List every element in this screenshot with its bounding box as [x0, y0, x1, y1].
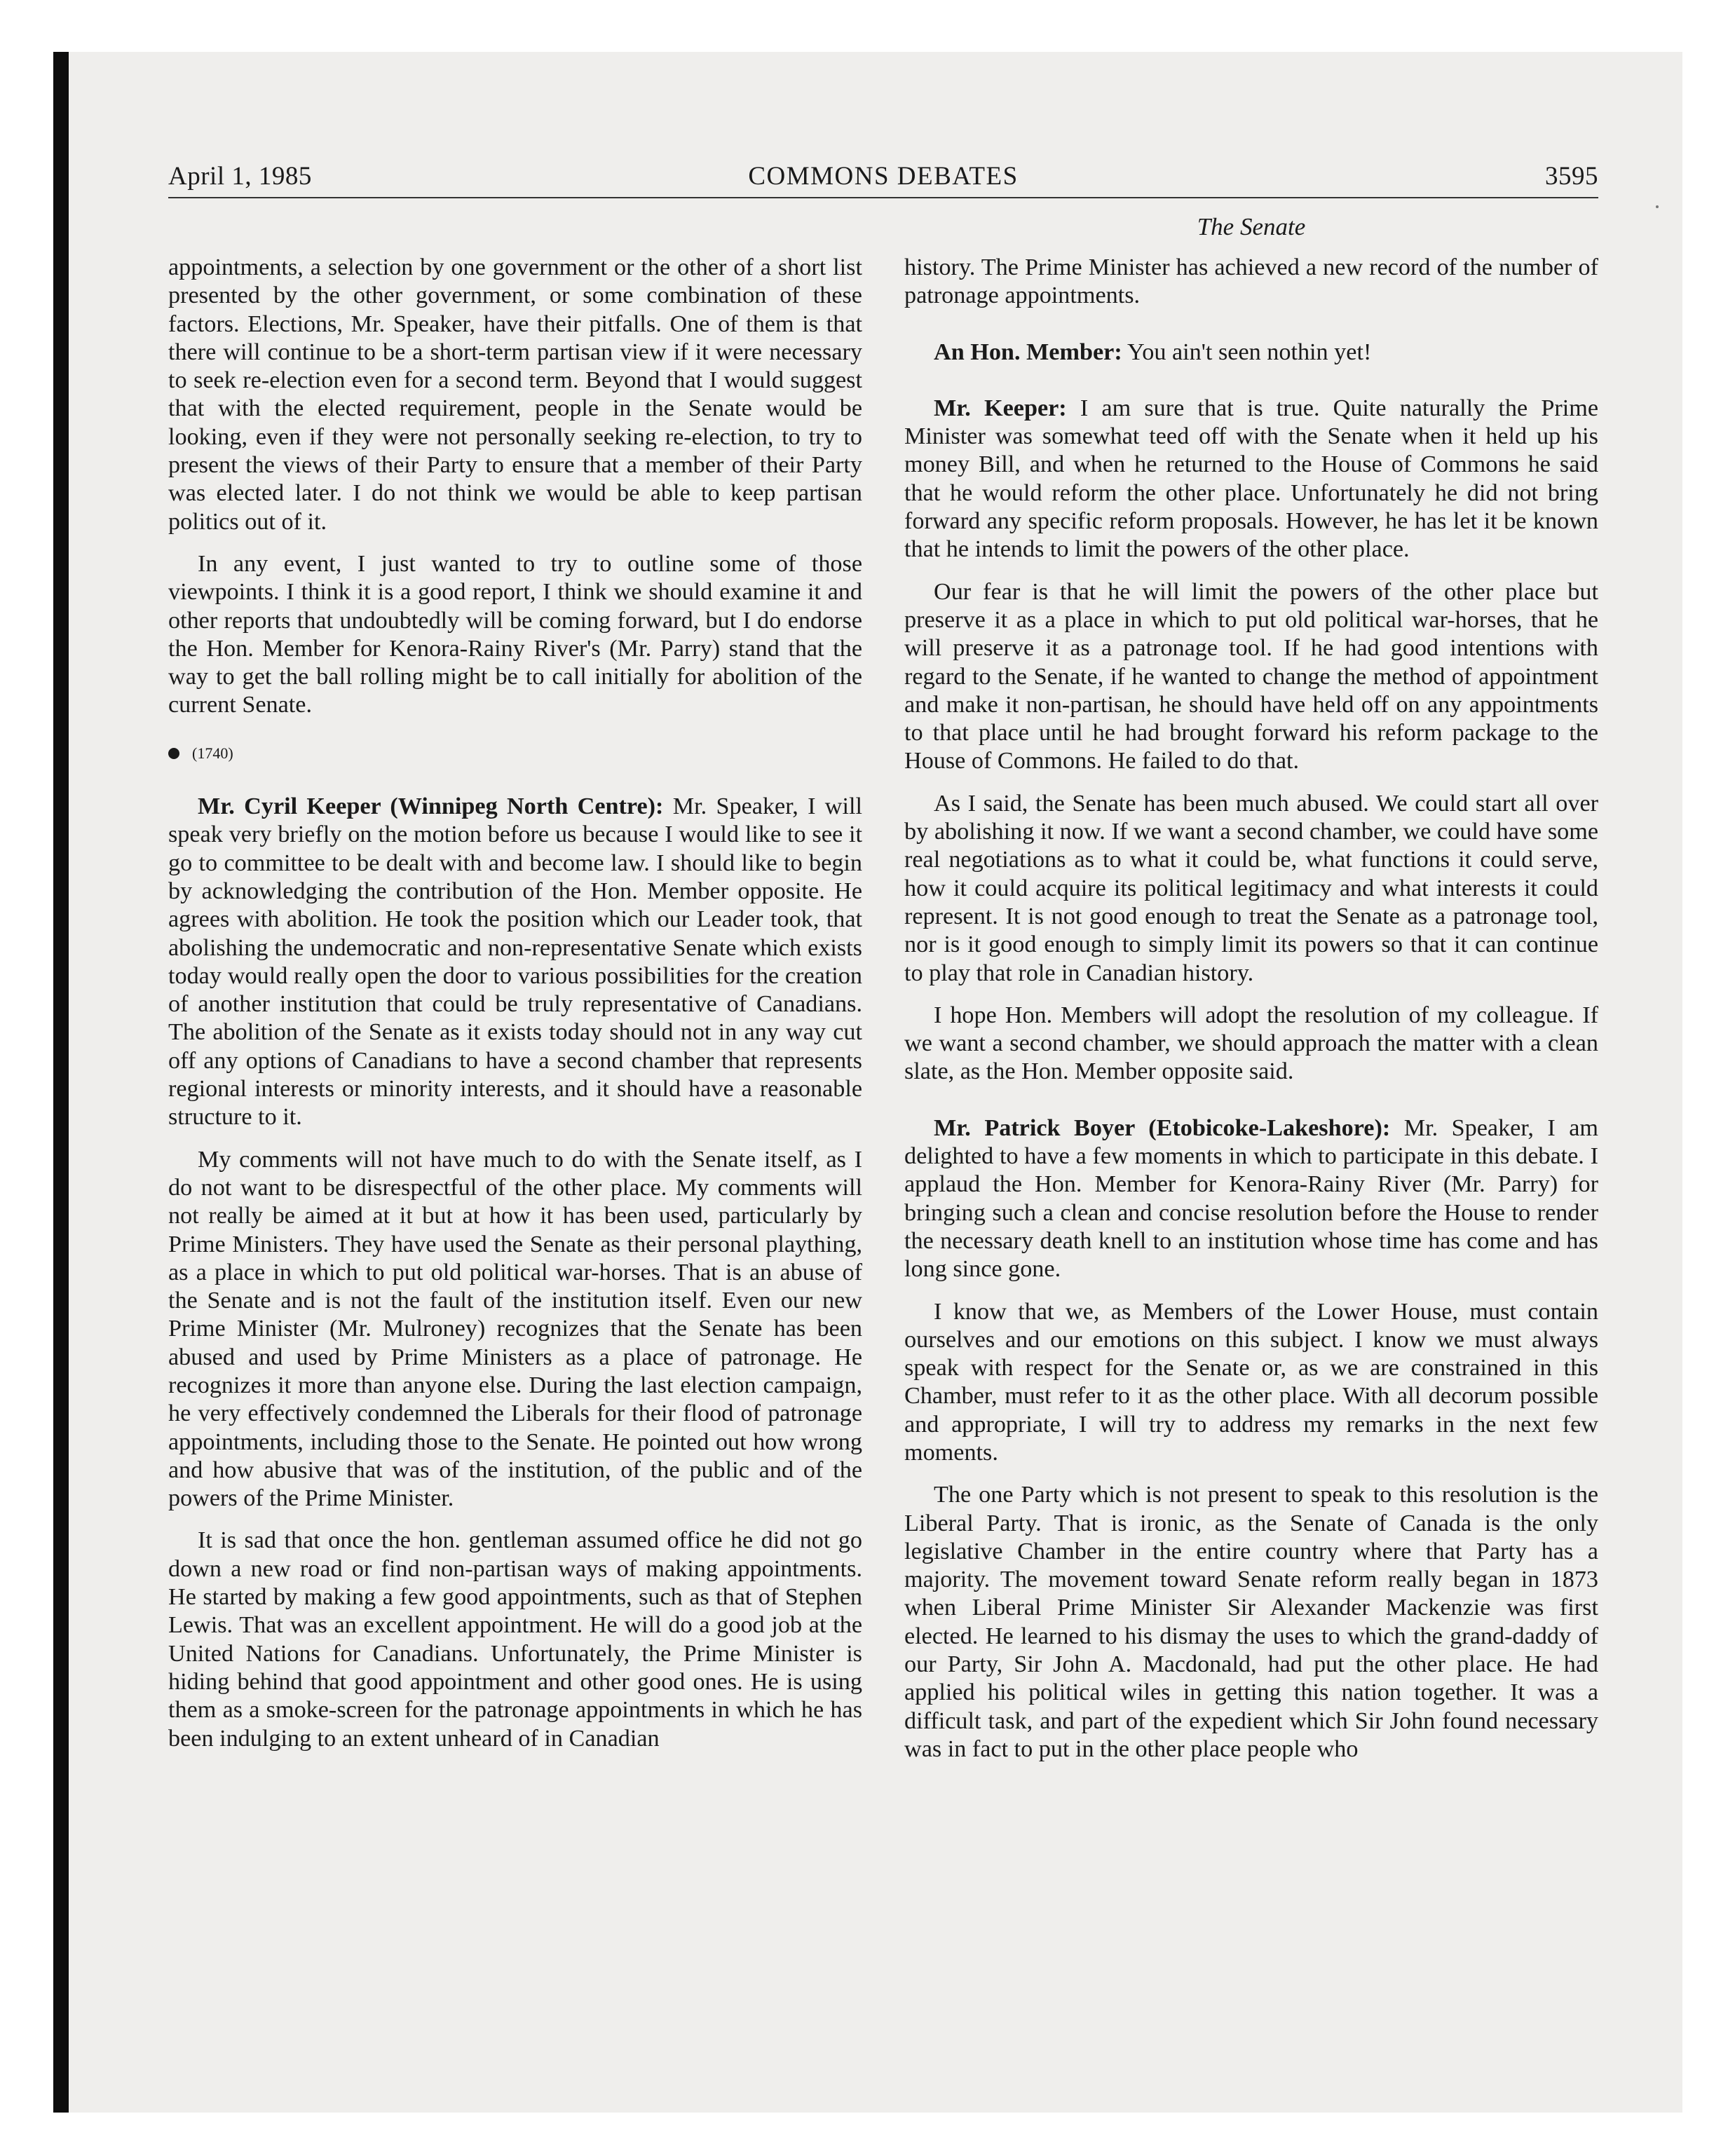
paragraph: In any event, I just wanted to try to outline some of those viewpoints. I think it is a good report, I think we should examine it and other reports that undoubtedly will be coming forward, but I do endorse the Hon. Member for Kenora-Rainy River's (Mr. Parry) stand that the way to get the ball rolling might be to call initially for abolition of the current Senate. — [168, 550, 862, 718]
paragraph: My comments will not have much to do with the Senate itself, as I do not want to be disrespectful of the other place. My comments will not really be aimed at it but at how it has been used, particularly by Prime Ministers. They have used the Senate as their personal plaything, as a place in which to put old political war-horses. That is an abuse of the Senate and is not the fault of the institution itself. Even our new Prime Minister (Mr. Mulroney) recognizes that the Senate has been abused and used by Prime Ministers as a place of patronage. He recognizes it more than anyone else. During the last election campaign, he very effectively condemned the Liberals for their flood of patronage appointments, including those to the Senate. He pointed out how wrong and how abusive that was of the institution, of the public and of the powers of the Prime Minister. — [168, 1146, 862, 1512]
paragraph: As I said, the Senate has been much abused. We could start all over by abolishing it now. If we want a second chamber, we could have some real negotiations as to what it could be, what functions it could serve, how it could acquire its political legitimacy and what interests it could represent. It is not good enough to treat the Senate as a patronage tool, nor is it good enough to simply limit its powers so that it can continue to play that role in Canadian history. — [904, 790, 1598, 986]
right-column — [904, 254, 1598, 1778]
speech-paragraph — [168, 793, 862, 1132]
paragraph: appointments, a selection by one government or the other of a short list presented by the other government, or some combination of these factors. Elections, Mr. Speaker, have their pitfalls. One of them is that there will continue to be a short-term partisan view if it were necessary to seek re-election even for a second term. Beyond that I would suggest that with the elected requirement, people in the Senate would be looking, even if they were not personally seeking re-election, to try to present the views of their Party to ensure that a member of their Party was elected later. I do not think we would be able to keep partisan politics out of it. — [168, 254, 862, 535]
speaker-name: Mr. Patrick Boyer (Etobicoke-Lakeshore): — [934, 1114, 1391, 1141]
speech-paragraph — [904, 1114, 1598, 1284]
paragraph: Our fear is that he will limit the powers of the other place but preserve it as a place in which to put old political war-horses, that he will preserve it as a patronage tool. If he had good intentions with regard to the Senate, if he wanted to change the method of appointment and make it non-partisan, he should have held off on any appointments to that place until he had brought forward his reform package to the House of Commons. He failed to do that. — [904, 578, 1598, 775]
speech-text: Mr. Speaker, I will speak very briefly on the motion before us because I would like to see it go to committee to be dealt with and become law. I should like to begin by acknowledging the contribution of the Hon. Member opposite. He agrees with abolition. He took the position which our Leader took, that abolishing the undemocratic and non-representative Senate which exists today would really open the door to various possibilities for the creation of another institution that could be truly representative of Canadians. The abolition of the Senate as it exists today should not in any way cut off any options of Canadians to have a second chamber that represents regional interests or minority interests, and it should have a reasonable structure to it. — [168, 793, 862, 1131]
left-column — [168, 254, 862, 1767]
speech-paragraph — [904, 339, 1598, 367]
section-title: The Senate — [1197, 213, 1306, 240]
paragraph: The one Party which is not present to speak to this resolution is the Liberal Party. That is ironic, as the Senate of Canada is the only legislative Chamber in the entire country where that Party has a majority. The movement toward Senate reform really began in 1873 when Liberal Prime Minister Sir Alexander Mackenzie was first elected. He learned to his dismay the uses to which the grand-daddy of our Party, Sir John A. Macdonald, had put the other place. He had applied his political wiles in getting this nation together. It was a difficult task, and part of the expedient which Sir John found necessary was in fact to put in the other place people who — [904, 1482, 1598, 1762]
scan-speck — [1656, 205, 1659, 208]
speaker-name: An Hon. Member: — [934, 339, 1122, 365]
speech-text: I am sure that is true. Quite naturally the Prime Minister was somewhat teed off with the Senate when it held up his money Bill, and when he returned to the House of Commons he said that he would reform the other place. Unfortunately he did not bring forward any specific reform proposals. However, he has let it be known that he intends to limit the powers of the other place. — [904, 395, 1599, 563]
page-header — [168, 161, 1598, 198]
header-rule — [168, 197, 1598, 198]
binding-edge — [53, 52, 69, 2113]
header-title: COMMONS DEBATES — [748, 162, 1019, 191]
speech-paragraph — [904, 395, 1598, 564]
paragraph: history. The Prime Minister has achieved a new record of the number of patronage appointments. — [904, 254, 1598, 309]
paragraph: It is sad that once the hon. gentleman assumed office he did not go down a new road or find non-partisan ways of making appointments. He started by making a few good appointments, such as that of Stephen Lewis. That was an excellent appointment. He will do a good job at the United Nations for Canadians. Unfortunately, the Prime Minister is hiding behind that good appointment and other good ones. He is using them as a smoke-screen for the patronage appointments in which he has been indulging to an extent unheard of in Canadian — [168, 1527, 862, 1752]
speaker-name: Mr. Keeper: — [934, 395, 1067, 421]
paragraph: I hope Hon. Members will adopt the resolution of my colleague. If we want a second chamber, we should approach the matter with a clean slate, as the Hon. Member opposite said. — [904, 1002, 1598, 1085]
speaker-name: Mr. Cyril Keeper (Winnipeg North Centre): — [198, 793, 664, 820]
time-marker-text: (1740) — [192, 744, 233, 762]
speech-text: You ain't seen nothin yet! — [1127, 339, 1372, 365]
paragraph: I know that we, as Members of the Lower House, must contain ourselves and our emotions on this subject. I know we must always speak with respect for the Senate or, as we are constrained in this Chamber, must refer to it as the other place. With all decorum possible and appropriate, I will try to address my remarks in the next few moments. — [904, 1298, 1598, 1466]
speech-text: Mr. Speaker, I am delighted to have a few moments in which to participate in this debate. I applaud the Hon. Member for Kenora-Rainy River (Mr. Parry) for bringing such a clean and concise resolution before the House to render the necessary death knell to an institution whose time has come and has long since gone. — [904, 1114, 1598, 1283]
bullet-icon — [168, 748, 179, 759]
time-marker — [168, 739, 862, 767]
header-date: April 1, 1985 — [168, 162, 312, 191]
page-number: 3595 — [1545, 162, 1598, 191]
